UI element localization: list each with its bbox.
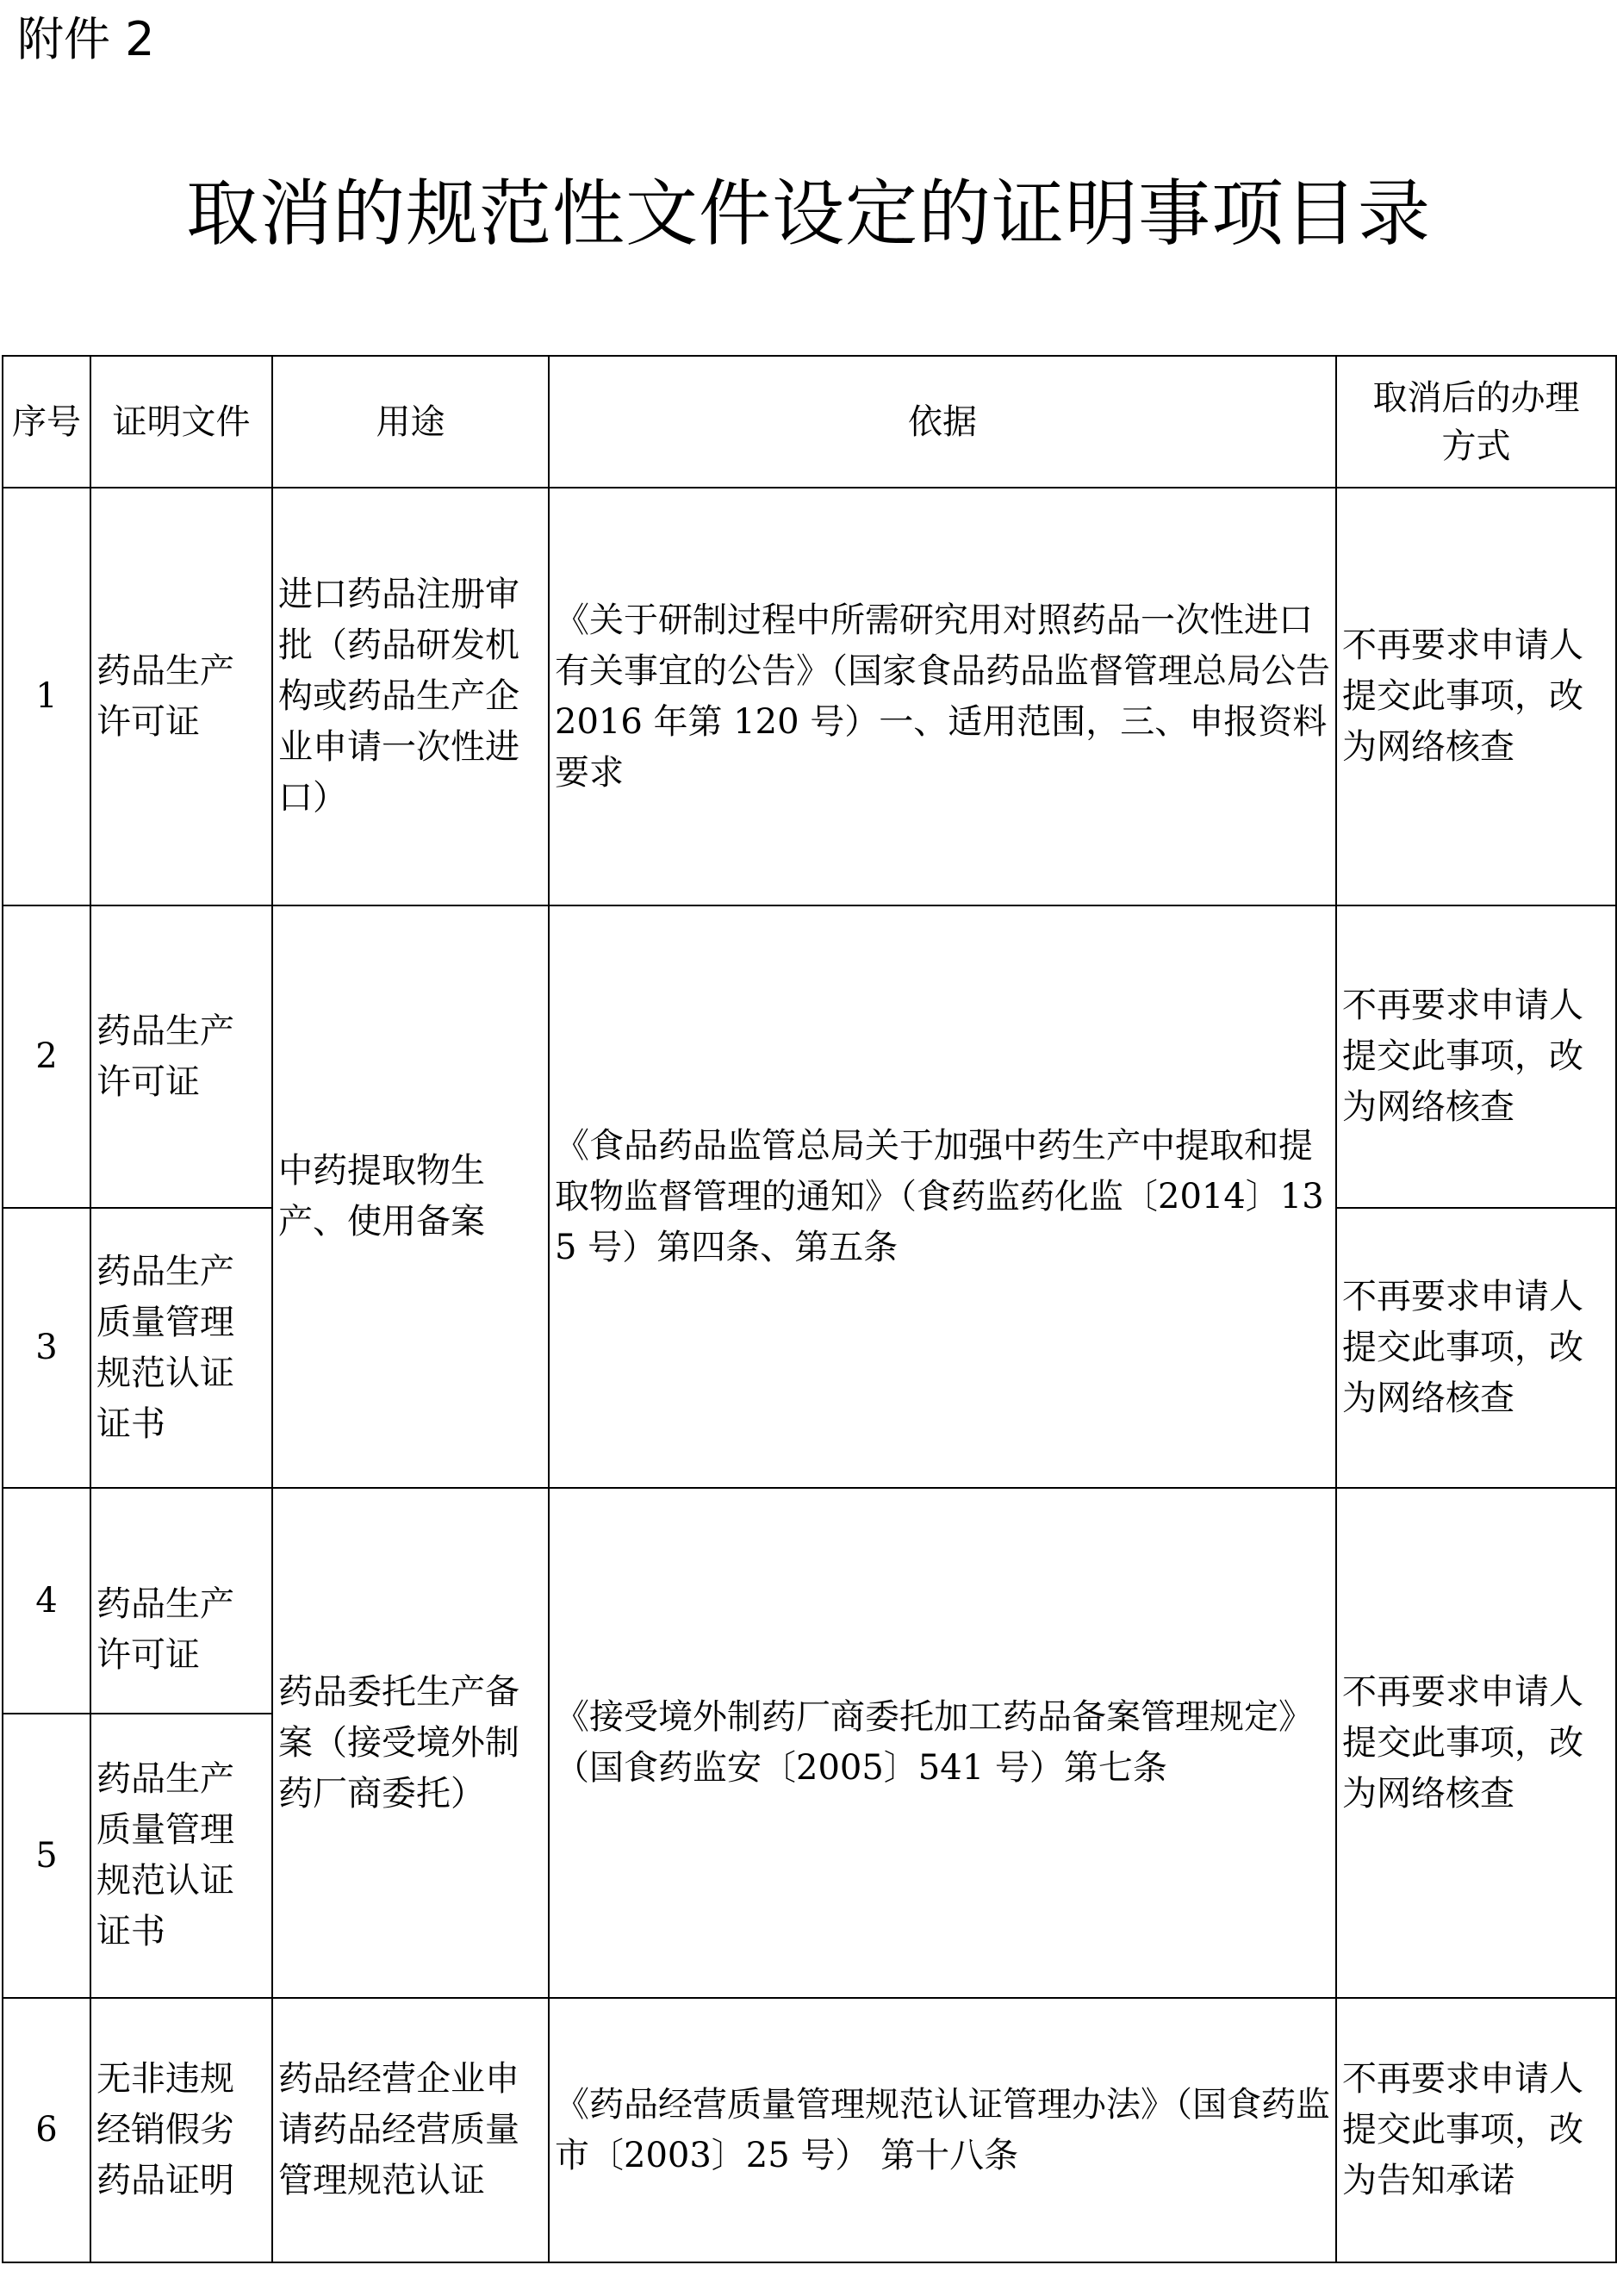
table-row bbox=[3, 1488, 1616, 1714]
row-seq: 5 bbox=[3, 1714, 90, 1998]
table-row bbox=[3, 1998, 1616, 2262]
header-doc: 证明文件 bbox=[90, 356, 272, 488]
attachment-label: 附件 2 bbox=[17, 12, 155, 66]
row-method: 不再要求申请人提交此事项，改为告知承诺 bbox=[1336, 1998, 1616, 2262]
certificate-table bbox=[2, 355, 1617, 2263]
row-seq: 2 bbox=[3, 905, 90, 1208]
row-seq: 1 bbox=[3, 488, 90, 905]
row-use: 药品委托生产备案（接受境外制药厂商委托） bbox=[272, 1488, 549, 1998]
row-basis: 《药品经营质量管理规范认证管理办法》（国食药监市〔2003〕25 号） 第十八条 bbox=[549, 1998, 1336, 2262]
header-use: 用途 bbox=[272, 356, 549, 488]
header-method: 取消后的办理方式 bbox=[1336, 356, 1616, 488]
row-seq: 4 bbox=[3, 1488, 90, 1714]
row-doc: 药品生产许可证 bbox=[90, 1488, 272, 1714]
row-method: 不再要求申请人提交此事项，改为网络核查 bbox=[1336, 488, 1616, 905]
row-use: 药品经营企业申请药品经营质量管理规范认证 bbox=[272, 1998, 549, 2262]
row-method: 不再要求申请人提交此事项，改为网络核查 bbox=[1336, 1208, 1616, 1488]
row-seq: 6 bbox=[3, 1998, 90, 2262]
row-use: 进口药品注册审批（药品研发机构或药品生产企业申请一次性进口） bbox=[272, 488, 549, 905]
header-basis: 依据 bbox=[549, 356, 1336, 488]
row-use: 中药提取物生产、使用备案 bbox=[272, 905, 549, 1488]
row-method: 不再要求申请人提交此事项，改为网络核查 bbox=[1336, 1488, 1616, 1998]
page-title: 取消的规范性文件设定的证明事项目录 bbox=[185, 171, 1431, 256]
row-doc: 药品生产质量管理规范认证证书 bbox=[90, 1208, 272, 1488]
row-basis: 《食品药品监管总局关于加强中药生产中提取和提取物监督管理的通知》（食药监药化监〔2014〕135 号）第四条、第五条 bbox=[549, 905, 1336, 1488]
header-seq: 序号 bbox=[3, 356, 90, 488]
table-header-row bbox=[3, 356, 1616, 488]
row-seq: 3 bbox=[3, 1208, 90, 1488]
row-doc: 药品生产许可证 bbox=[90, 488, 272, 905]
row-method: 不再要求申请人提交此事项，改为网络核查 bbox=[1336, 905, 1616, 1208]
row-basis: 《关于研制过程中所需研究用对照药品一次性进口有关事宜的公告》（国家食品药品监督管理总局公告 2016 年第 120 号）一、适用范围，三、申报资料要求 bbox=[549, 488, 1336, 905]
row-doc: 药品生产质量管理规范认证证书 bbox=[90, 1714, 272, 1998]
table-row bbox=[3, 905, 1616, 1208]
table-row bbox=[3, 488, 1616, 905]
row-basis: 《接受境外制药厂商委托加工药品备案管理规定》（国食药监安〔2005〕541 号）第七条 bbox=[549, 1488, 1336, 1998]
row-doc: 药品生产许可证 bbox=[90, 905, 272, 1208]
row-doc: 无非违规经销假劣药品证明 bbox=[90, 1998, 272, 2262]
